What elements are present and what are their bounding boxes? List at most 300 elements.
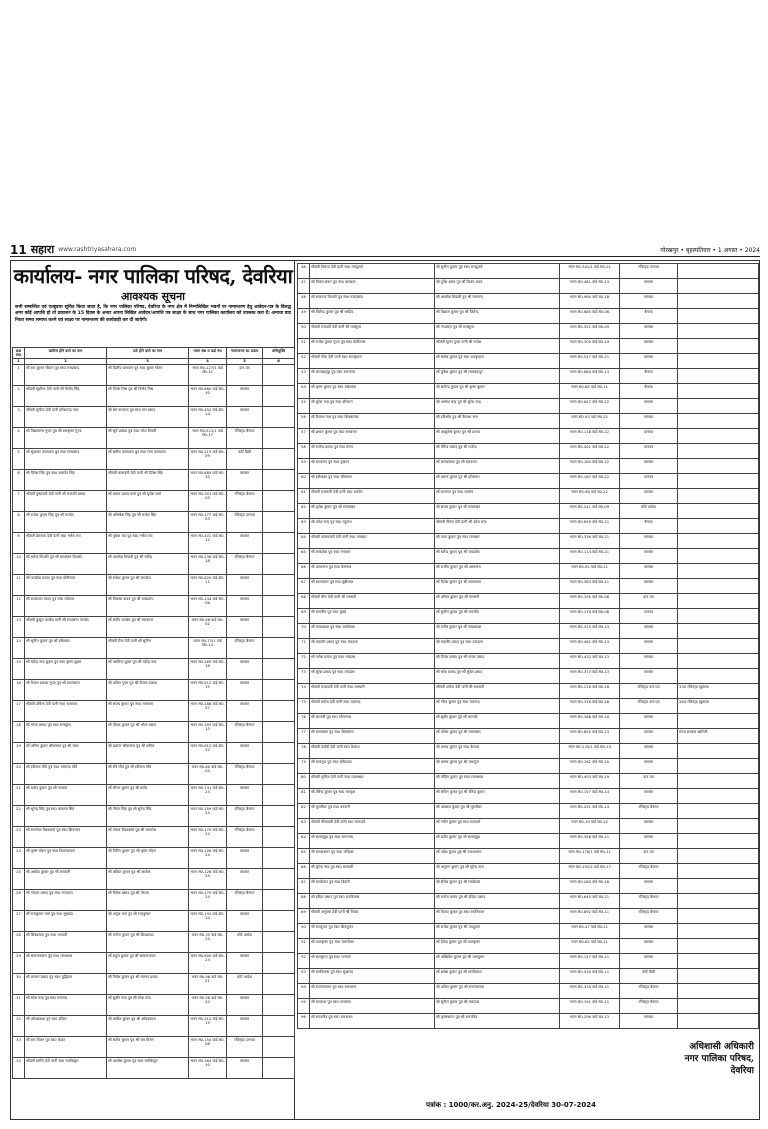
table-row <box>298 579 759 594</box>
row-remark <box>678 984 759 999</box>
row-to-name: श्री आलोक त्रिपाठी पुत्र श्री धर्मेन्द्र <box>107 554 189 575</box>
table-row <box>298 714 759 729</box>
table-row <box>298 609 759 624</box>
row-to-name: श्री संतोष कुमार पुत्र स्व0 रामकृपाल <box>435 354 560 369</box>
row-to-name: श्री नन्दलाल पुत्र श्री रामसूरत <box>435 324 560 339</box>
row-serial: 9 <box>13 533 25 554</box>
row-mutation-type: वरासत <box>227 617 263 638</box>
row-remark <box>678 759 759 774</box>
row-serial: 50 <box>298 324 310 339</box>
row-mutation-type: वरासत <box>620 744 678 759</box>
row-mutation-type: वरासत <box>227 659 263 680</box>
row-house-ward: भवन सं0-159 वार्ड सं0-24 <box>189 806 227 827</box>
row-to-name: श्री सुनील कुमार पुत्र स्व0 रामदुलारे <box>435 264 560 279</box>
row-from-name: श्री श्यामलाल पुत्र स्व0 मुन्नीलाल <box>310 579 435 594</box>
row-serial: 11 <box>13 575 25 596</box>
signature-org: नगर पालिका परिषद, <box>684 1054 754 1064</box>
table-row <box>13 638 295 659</box>
row-from-name: श्री अनिल कुमार श्रीवास्तव पुत्र श्री रमेश <box>25 743 107 764</box>
row-remark <box>678 999 759 1014</box>
row-serial: 92 <box>298 954 310 969</box>
row-remark <box>678 309 759 324</box>
row-remark <box>678 444 759 459</box>
row-house-ward: भवन सं0-383 वार्ड सं0-11 <box>560 579 620 594</box>
row-house-ward: भवन सं0-260 वार्ड सं0-16 <box>560 879 620 894</box>
row-remark <box>263 701 295 722</box>
row-from-name: श्री सुनील कुमार पुत्र श्री हरिशंकर <box>25 638 107 659</box>
table-row <box>298 444 759 459</box>
row-to-name: श्रीमती अर्चना देवी पत्नी श्री रामधारी <box>435 684 560 699</box>
row-mutation-type: वरासत <box>227 1058 263 1079</box>
table-row <box>298 909 759 924</box>
row-from-name: श्रीमती अनुपमा देवी पत्नी श्री विजय <box>310 909 435 924</box>
table-row <box>298 519 759 534</box>
row-from-name: श्री अमरनाथ पुत्र स्व0 बैजनाथ <box>310 564 435 579</box>
row-house-ward: भवन सं0-860 वार्ड सं0-10 <box>189 386 227 407</box>
row-serial: 76 <box>298 714 310 729</box>
table-row <box>298 594 759 609</box>
row-remark <box>678 1014 759 1029</box>
row-house-ward: भवन सं0-127 वार्ड सं0-11 <box>560 954 620 969</box>
row-house-ward: भवन सं0-655 वार्ड सं0-21 <box>560 519 620 534</box>
row-to-name: श्री मनोज कुमार पुत्र श्री शिवप्रसाद <box>107 932 189 953</box>
row-remark <box>678 849 759 864</box>
row-to-name: श्री मोहित कुमार पुत्र स्व0 रामअधार <box>435 774 560 789</box>
row-serial: 73 <box>298 669 310 684</box>
row-remark <box>263 1037 295 1058</box>
row-house-ward: भवन सं0-352 वार्ड सं0-09 <box>560 324 620 339</box>
row-from-name: श्री रमेश चन्द्र पुत्र स्व0 रामनाथ <box>25 995 107 1016</box>
row-serial: 86 <box>298 864 310 879</box>
header-left <box>10 242 136 257</box>
table-row <box>13 1058 295 1079</box>
row-from-name: श्रीमती उर्मिला देवी पत्नी स्व0 राजाराम <box>25 701 107 722</box>
table-row <box>13 470 295 491</box>
table-row <box>298 489 759 504</box>
table-row <box>298 354 759 369</box>
row-to-name: श्री गौरव कुमार पुत्र स्व0 रामचन्द्र <box>435 699 560 714</box>
row-serial: 57 <box>298 429 310 444</box>
row-from-name: श्री गणेश प्रसाद पुत्र स्व0 रामदास <box>310 654 435 669</box>
row-house-ward: भवन सं0-192 वार्ड सं0-24 <box>189 911 227 932</box>
row-remark <box>678 264 759 279</box>
row-from-name: श्रीमती पार्वती देवी पत्नी स्व0 कैलाश <box>310 744 435 759</box>
row-mutation-type: वरासत <box>227 911 263 932</box>
row-mutation-type: वरासत <box>620 729 678 744</box>
row-to-name: श्री योगेश कुमार पुत्र श्री रामलखन <box>435 729 560 744</box>
row-from-name: श्री प्रभात कुमार पुत्र स्व0 रामबचन <box>310 429 435 444</box>
row-serial: 80 <box>298 774 310 789</box>
row-mutation-type: वरासत <box>227 1016 263 1037</box>
row-serial: 93 <box>298 969 310 984</box>
row-house-ward: भवन सं0-238 वार्ड सं0-18 <box>189 554 227 575</box>
row-to-name: श्री पवन कुमार पुत्र स्व0 रामाधार <box>435 534 560 549</box>
row-to-name: श्री प्रदीप कुमार पुत्र श्री रामसमुझ <box>435 834 560 849</box>
row-remark <box>678 609 759 624</box>
table-row <box>298 549 759 564</box>
row-serial: 8 <box>13 512 25 533</box>
row-remark <box>678 549 759 564</box>
row-serial: 1 <box>13 365 25 386</box>
row-serial: 87 <box>298 879 310 894</box>
row-to-name: श्री संदीप पाण्डेय पुत्र श्री रमाकान्त <box>107 617 189 638</box>
row-mutation-type: कोर्ट डिग्री <box>620 969 678 984</box>
row-mutation-type: रजिस्ट्रड बैनामा <box>620 804 678 819</box>
row-serial: 69 <box>298 609 310 624</box>
row-remark <box>263 953 295 974</box>
row-house-ward: भवन सं0-85 वार्ड सं0-11 <box>560 384 620 399</box>
row-from-name: श्रीमती रामकली देवी पत्नी स्व0 रामफेर <box>310 489 435 504</box>
table-row <box>13 1016 295 1037</box>
row-from-name: श्री उमेश चन्द्र पुत्र स्व0 रघुनाथ <box>310 519 435 534</box>
row-mutation-type: बैनामा <box>620 309 678 324</box>
row-house-ward: भवन सं0-192/2 वार्ड सं0-17 <box>560 864 620 879</box>
row-serial: 31 <box>13 995 25 1016</box>
row-from-name: श्रीमती लीलावती देवी पत्नी स्व0 रामप्यारे <box>310 819 435 834</box>
row-remark <box>263 764 295 785</box>
row-serial: 95 <box>298 999 310 1014</box>
row-mutation-type: वरासत <box>227 470 263 491</box>
row-remark <box>678 639 759 654</box>
row-to-name: श्री सौरभ कुमार पुत्र श्री प्रमोद <box>107 785 189 806</box>
row-serial: 25 <box>13 869 25 890</box>
row-from-name: श्री बालकृष्ण पुत्र स्व0 रामलोचन <box>310 939 435 954</box>
row-to-name: श्री सुनील कुमार पुत्र श्री रामदरश <box>435 999 560 1014</box>
table-row <box>298 939 759 954</box>
right-table-body <box>298 264 759 1029</box>
table-row <box>298 399 759 414</box>
row-serial: 47 <box>298 279 310 294</box>
row-mutation-type: वरासत <box>620 639 678 654</box>
row-to-name: श्री सुधीर कुमार पुत्र श्री लालजी <box>435 714 560 729</box>
row-remark <box>678 519 759 534</box>
row-to-name: श्री अमित कुमार पुत्र श्री राजनारायण <box>435 984 560 999</box>
row-from-name: श्रीमती पुष्पावती देवी पत्नी श्री रामपति प्रसाद <box>25 491 107 512</box>
col-header-sn: क्र0 सं0 <box>13 348 25 359</box>
row-from-name: श्री राजेन्द्र प्रसाद पुत्र स्व0 मंगल <box>310 444 435 459</box>
row-remark <box>678 489 759 504</box>
row-remark <box>678 909 759 924</box>
table-row <box>13 512 295 533</box>
row-mutation-type: वरासत <box>227 743 263 764</box>
row-to-name: श्री राहुल कुमार पुत्र श्री सत्यनारायण <box>107 953 189 974</box>
row-to-name: श्री नीरज सिंह पुत्र श्री सुरेन्द्र सिंह <box>107 806 189 827</box>
row-from-name: श्री दिनेश सिंह पुत्र स्व0 सत्यदेव सिंह <box>25 470 107 491</box>
newspaper-logo: सहारा <box>30 243 55 256</box>
row-house-ward: भवन सं0-685 वार्ड सं0-06 <box>560 309 620 324</box>
row-remark <box>263 449 295 470</box>
row-remark <box>678 414 759 429</box>
table-row <box>298 534 759 549</box>
row-mutation-type: दानपत्र <box>620 444 678 459</box>
row-remark <box>678 279 759 294</box>
row-house-ward: भवन सं0-512 वार्ड सं0-19 <box>189 680 227 701</box>
row-remark <box>263 1058 295 1079</box>
row-from-name: श्री कृष्ण मोहन पुत्र स्व0 शिवनारायण <box>25 848 107 869</box>
row-to-name: श्री विजय कुमार पुत्र स्व0 रामनिवास <box>435 909 560 924</box>
row-from-name: श्री रामबचन पुत्र स्व0 दुखरन <box>310 459 435 474</box>
row-remark <box>678 654 759 669</box>
row-house-ward: भवन सं0-301 वार्ड सं0-05 <box>189 491 227 512</box>
row-house-ward: भवन सं0-191 वार्ड सं0-11 <box>560 999 620 1014</box>
row-house-ward: भवन सं0-80 वार्ड सं0-04 <box>189 764 227 785</box>
right-table <box>297 263 759 1029</box>
row-serial: 64 <box>298 534 310 549</box>
col-num: 4 <box>189 358 227 364</box>
row-serial: 63 <box>298 519 310 534</box>
row-from-name: श्री जगदीश प्रसाद पुत्र स्व0 मोतीलाल <box>25 575 107 596</box>
row-to-name: श्री दीपक कुमार पुत्र श्री भोला प्रसाद <box>107 722 189 743</box>
row-remark <box>263 911 295 932</box>
row-serial: 77 <box>298 729 310 744</box>
row-to-name: श्री अमित गुप्ता पुत्र श्री विजय प्रकाश <box>107 680 189 701</box>
row-serial: 89 <box>298 909 310 924</box>
row-serial: 90 <box>298 924 310 939</box>
row-remark <box>263 974 295 995</box>
row-remark <box>678 384 759 399</box>
row-remark <box>678 804 759 819</box>
row-house-ward: भवन सं0-334 वार्ड सं0-11 <box>560 984 620 999</box>
row-house-ward: भवन सं0-401 वार्ड सं0-22 <box>560 444 620 459</box>
row-house-ward: भवन सं0-680 वार्ड सं0-13 <box>560 369 620 384</box>
row-house-ward: भवन सं0-820 वार्ड सं0-11 <box>189 575 227 596</box>
row-serial: 82 <box>298 804 310 819</box>
row-remark <box>678 744 759 759</box>
row-house-ward: भवन सं0-96 वार्ड सं0-21 <box>189 974 227 995</box>
table-row <box>298 819 759 834</box>
row-mutation-type: दान-पत्र <box>620 774 678 789</box>
table-row <box>298 864 759 879</box>
table-row <box>13 428 295 449</box>
row-mutation-type: बैनामा <box>620 384 678 399</box>
date-line: गोरखपुर • बृहस्पतिवार • 1 अगस्त • 2024 <box>660 246 760 254</box>
row-to-name: श्री दुर्गेश शंकर पुत्र श्री विजय शंकर <box>435 279 560 294</box>
row-serial: 4 <box>13 428 25 449</box>
row-from-name: श्री शिवप्रसाद पुत्र स्व0 भगवती <box>25 932 107 953</box>
row-house-ward: भवन सं0-168 वार्ड सं0-10 <box>560 714 620 729</box>
row-to-name: श्री विशाल कुमार पुत्र श्री जितेन्द्र <box>435 309 560 324</box>
row-house-ward: भवन सं0-154 वार्ड सं0-08 <box>189 1037 227 1058</box>
row-to-name: श्री नितेश कुमार पुत्र श्री लल्लन प्रसाद <box>107 974 189 995</box>
row-remark <box>678 459 759 474</box>
row-remark <box>678 969 759 984</box>
row-serial: 66 <box>298 564 310 579</box>
table-row <box>13 722 295 743</box>
row-mutation-type: वरासत <box>227 785 263 806</box>
row-from-name: श्री गोपाल प्रसाद पुत्र स्व0 नन्दलाल <box>25 890 107 911</box>
signature-place: देवरिया <box>730 1066 754 1076</box>
row-mutation-type: वरासत <box>620 789 678 804</box>
row-to-name: श्रीमती कलावती देवी पत्नी श्री दिनेश सिंह <box>107 470 189 491</box>
row-from-name: श्री रामप्रताप यादव पुत्र स्व0 रामेश्वर <box>25 596 107 617</box>
row-remark: 330 रजिस्ट्रड खुलासा <box>678 684 759 699</box>
col-header-remark: अभियुक्ति <box>263 348 295 359</box>
row-house-ward: भवन सं0-432 वार्ड सं0-13 <box>560 654 620 669</box>
row-serial: 65 <box>298 549 310 564</box>
row-house-ward: भवन सं0-481 वार्ड सं0-13 <box>560 279 620 294</box>
row-mutation-type: रजिस्ट्रड बैनामा <box>227 827 263 848</box>
table-row <box>298 459 759 474</box>
table-row <box>298 924 759 939</box>
row-to-name: श्री वीरेन्द्र प्रसाद पुत्र श्री राजेन्द्र <box>435 444 560 459</box>
row-serial: 79 <box>298 759 310 774</box>
row-to-name: श्री अंकित कुमार पुत्र श्री अशोक <box>107 869 189 890</box>
row-from-name: श्री राजेश कुमार गुप्ता पुत्र स्व0 मोतीलाल <box>310 339 435 354</box>
row-remark <box>263 743 295 764</box>
row-from-name: श्री ओमप्रकाश पुत्र स्व0 हरिहर <box>25 1016 107 1037</box>
row-from-name: श्री रामानुज पुत्र स्व0 हरिप्रसाद <box>310 759 435 774</box>
row-serial: 2 <box>13 386 25 407</box>
row-from-name: श्री रामसुभग पुत्र स्व0 भगवान <box>310 954 435 969</box>
table-row <box>13 785 295 806</box>
row-house-ward: भवन सं0-218 वार्ड सं0-16 <box>560 684 620 699</box>
row-from-name: श्रीमती कमलावती देवी पत्नी स्व0 रामाधार <box>310 534 435 549</box>
row-house-ward: भवन सं0-188 वार्ड सं0-07 <box>189 701 227 722</box>
row-house-ward: भवन सं0-980 वार्ड सं0-18 <box>560 294 620 309</box>
row-to-name: श्री सुधीर चन्द्र पुत्र श्री रमेश चन्द्र <box>107 995 189 1016</box>
row-house-ward: भवन सं0-118 वार्ड सं0-22 <box>560 429 620 444</box>
row-remark <box>678 579 759 594</box>
row-mutation-type: वरासत <box>227 869 263 890</box>
row-house-ward: भवन सं0-312 वार्ड सं0-15 <box>189 1016 227 1037</box>
row-remark <box>263 932 295 953</box>
row-mutation-type: कोर्ट आदेश <box>227 932 263 953</box>
table-row <box>13 764 295 785</box>
row-from-name: श्री बृजेश कुमार पुत्र श्री रामलखन <box>310 504 435 519</box>
website-url[interactable]: www.rashtriyasahara.com <box>58 246 137 253</box>
row-to-name: श्री संजय कुमार पुत्र श्री रामलखन <box>435 504 560 519</box>
row-remark <box>678 354 759 369</box>
row-mutation-type: रजिस्ट्रड बैनामा <box>620 984 678 999</box>
row-from-name: श्री राम मिलन पुत्र स्व0 केदार <box>25 1037 107 1058</box>
row-from-name: श्री विजय शंकर पुत्र स्व0 बालेश्वर <box>310 279 435 294</box>
notice-subtitle: आवश्यक सूचना <box>120 290 186 303</box>
row-from-name: श्री लालबहादुर पुत्र स्व0 रामजनम <box>310 369 435 384</box>
row-remark <box>678 939 759 954</box>
row-mutation-type: वरासत <box>227 596 263 617</box>
table-row <box>298 414 759 429</box>
row-house-ward: भवन सं0-73/1 वार्ड सं0-14 <box>189 638 227 659</box>
row-mutation-type: रजिस्ट्रड दानपत्र <box>227 1037 263 1058</box>
table-row <box>298 759 759 774</box>
table-row <box>13 680 295 701</box>
row-serial: 68 <box>298 594 310 609</box>
row-house-ward: भवन सं0-93 वार्ड सं0-22 <box>560 414 620 429</box>
row-to-name: श्री अभिषेक सिंह पुत्र श्री राजेश सिंह <box>107 512 189 533</box>
row-mutation-type: रजिस्ट्रड बैनामा <box>227 806 263 827</box>
col-num: 1 <box>13 358 25 364</box>
table-row <box>13 953 295 974</box>
row-from-name: श्री जितेन्द्र कुमार पुत्र श्री धर्मदेव <box>310 309 435 324</box>
row-remark <box>678 564 759 579</box>
row-to-name: श्री सचिन कुमार पुत्र श्री वीरेन्द्र कुमार <box>435 789 560 804</box>
row-from-name: श्री कैलाश नाथ पुत्र स्व0 शिवबालक <box>310 414 435 429</box>
table-row <box>298 294 759 309</box>
row-mutation-type: वरासत <box>620 414 678 429</box>
row-to-name: श्री अभय कुमार पुत्र स्व0 कैलाश <box>435 744 560 759</box>
table-row <box>298 894 759 909</box>
row-serial: 46 <box>298 264 310 279</box>
row-to-name: श्री सतीश उपाध्याय पुत्र स्व0 रामा उपाध्याय <box>107 449 189 470</box>
row-serial: 78 <box>298 744 310 759</box>
row-house-ward: भवन सं0-645 वार्ड सं0-21 <box>560 894 620 909</box>
row-remark <box>263 386 295 407</box>
row-remark <box>263 827 295 848</box>
row-serial: 33 <box>13 1037 25 1058</box>
row-serial: 26 <box>13 890 25 911</box>
row-remark <box>678 924 759 939</box>
row-from-name: श्री राजनारायण पुत्र स्व0 रामसागर <box>310 984 435 999</box>
row-remark <box>263 995 295 1016</box>
row-house-ward: भवन सं0-195 वार्ड सं0-06 <box>560 594 620 609</box>
row-mutation-type: दान-पत्र <box>620 594 678 609</box>
row-serial: 74 <box>298 684 310 699</box>
row-mutation-type: वरासत <box>620 294 678 309</box>
table-row <box>13 617 295 638</box>
table-row <box>298 729 759 744</box>
row-to-name: श्री आशुतोष कुमार पुत्र श्री प्रभात <box>435 429 560 444</box>
row-house-ward: भवन सं0-530 वार्ड सं0-11 <box>560 969 620 984</box>
row-serial: 84 <box>298 834 310 849</box>
row-from-name: श्री हरिशंकर पुत्र स्व0 सीताराम <box>310 474 435 489</box>
row-remark <box>263 890 295 911</box>
row-mutation-type: वरासत <box>620 339 678 354</box>
row-mutation-type: दानपत्र <box>620 474 678 489</box>
row-serial: 22 <box>13 806 25 827</box>
row-mutation-type: वरासत <box>227 953 263 974</box>
row-mutation-type: बैनामा <box>620 369 678 384</box>
row-from-name: श्री भोला प्रसाद पुत्र स्व0 रामसूरत <box>25 722 107 743</box>
row-remark <box>263 638 295 659</box>
row-house-ward: भवन सं0-685 वार्ड सं0-20 <box>189 470 227 491</box>
row-serial: 29 <box>13 953 25 974</box>
row-remark <box>263 806 295 827</box>
reference-number: पत्रांक : 1000/कर.अनु. 2024-25/देवरिया 30-07-2024 <box>425 1101 597 1109</box>
row-serial: 21 <box>13 785 25 806</box>
row-to-name: श्रीमती सुमन गुप्ता पत्नी श्री राजेश <box>435 339 560 354</box>
row-house-ward: भवन सं0-235/1 वार्ड सं0-13 <box>560 744 620 759</box>
row-remark <box>263 785 295 806</box>
signature-block <box>604 1041 754 1091</box>
row-from-name: श्री रामदुलार पुत्र स्व0 शिवपूजन <box>310 924 435 939</box>
row-mutation-type: वरासत <box>620 459 678 474</box>
row-serial: 5 <box>13 449 25 470</box>
row-from-name: श्री रामनरेश विश्वकर्मा पुत्र स्व0 शिवचरन <box>25 827 107 848</box>
row-house-ward: भवन सं0-144 वार्ड सं0-06 <box>189 596 227 617</box>
row-remark <box>678 594 759 609</box>
row-remark <box>678 624 759 639</box>
notice-title: कार्यालय- नगर पालिका परिषद, देवरिया <box>13 264 293 288</box>
row-serial: 75 <box>298 699 310 714</box>
row-serial: 19 <box>13 743 25 764</box>
row-mutation-type: दान-पत्र <box>227 365 263 386</box>
row-mutation-type: वरासत <box>227 680 263 701</box>
row-from-name: श्री रामअवतार पुत्र स्व0 चन्द्रिका <box>310 849 435 864</box>
row-from-name: श्रीमती गीता देवी पत्नी स्व0 रामकृपाल <box>310 354 435 369</box>
row-mutation-type: वरासत <box>227 407 263 428</box>
row-to-name: श्री दिनेश कुमार पुत्र श्री श्यामलाल <box>435 579 560 594</box>
row-house-ward: भवन सं0-162 वार्ड सं0-20 <box>560 759 620 774</box>
row-mutation-type: बैनामा <box>620 519 678 534</box>
row-from-name: श्री राजकुमार वर्मा पुत्र स्व0 सुखदेव <box>25 911 107 932</box>
row-serial: 71 <box>298 639 310 654</box>
row-serial: 16 <box>13 680 25 701</box>
row-mutation-type: वरासत <box>620 549 678 564</box>
table-row <box>13 890 295 911</box>
row-serial: 34 <box>13 1058 25 1079</box>
row-from-name: श्री विजय प्रकाश गुप्ता पुत्र श्री श्यामलाल <box>25 680 107 701</box>
row-remark <box>678 714 759 729</box>
